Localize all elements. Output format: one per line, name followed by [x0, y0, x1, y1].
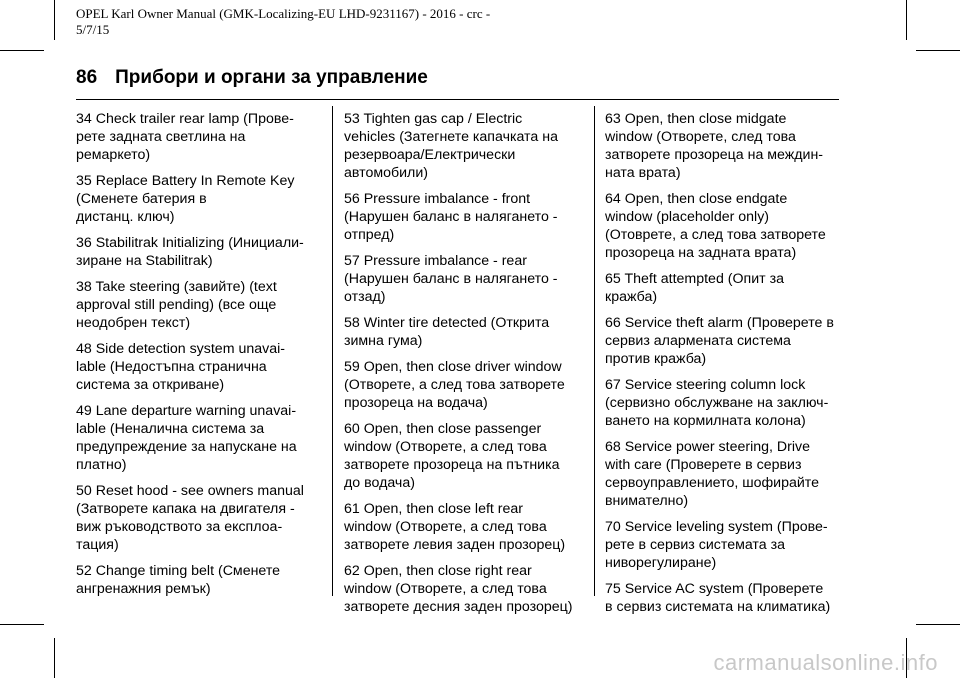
message-entry: 75 Service AC system (Проверете в сервиз системата на климатика) [605, 581, 831, 615]
column-divider [332, 106, 333, 596]
heading-rule [76, 99, 839, 100]
message-entry: 62 Open, then close right rear window (Отворете, а след това затворете десния заден прозорец) [344, 563, 573, 615]
message-entry: 59 Open, then close driver window (Отворете, а след това затворете прозореца на водача) [344, 359, 565, 411]
message-entry: 60 Open, then close passenger window (Отворете, а след това затворете прозореца на пътника до водача) [344, 421, 560, 491]
message-entry: 48 Side detection system unavai- lable (Недостъпна странична система за откриване) [76, 341, 285, 393]
message-entry: 66 Service theft alarm (Проверете в сервиз алармената система против кражба) [605, 315, 834, 367]
text-column-1 [76, 110, 326, 606]
text-column-3 [605, 110, 845, 624]
meta-line-2: 5/7/15 [76, 22, 110, 37]
message-entry: 35 Replace Battery In Remote Key (Сменете батерия в дистанц. ключ) [76, 173, 295, 225]
message-entry: 34 Check trailer rear lamp (Прове- рете задната светлина на ремаркето) [76, 111, 294, 163]
message-entry: 70 Service leveling system (Прове- рете в сервиз системата за ниворегулиране) [605, 519, 828, 571]
meta-line-1: OPEL Karl Owner Manual (GMK-Localizing-EU LHD-9231167) - 2016 - crc - [76, 6, 491, 21]
section-title: Прибори и органи за управление [115, 67, 428, 88]
message-entry: 38 Take steering (завийте) (text approval still pending) (все още неодобрен текст) [76, 279, 277, 331]
message-entry: 56 Pressure imbalance - front (Нарушен баланс в налягането - отпред) [344, 191, 558, 243]
crop-mark [906, 0, 907, 40]
page-heading [76, 66, 428, 90]
message-entry: 64 Open, then close endgate window (placeholder only) (Отоврете, а след това затворете прозореца на задната врата) [605, 191, 826, 261]
message-entry: 58 Winter tire detected (Открита зимна гума) [344, 315, 550, 349]
message-entry: 65 Theft attempted (Опит за кражба) [605, 271, 784, 305]
message-entry: 57 Pressure imbalance - rear (Нарушен баланс в налягането - отзад) [344, 253, 558, 305]
crop-mark [0, 50, 44, 51]
message-entry: 67 Service steering column lock (сервизно обслужване на заключ- ването на кормилната колона) [605, 377, 829, 429]
crop-mark [916, 50, 960, 51]
crop-mark [0, 624, 44, 625]
column-divider [594, 106, 595, 596]
watermark: carmanualsonline.info [713, 650, 938, 675]
page-number: 86 [76, 67, 98, 88]
document-meta [76, 6, 836, 38]
message-entry: 50 Reset hood - see owners manual (Затворете капака на двигателя - виж ръководството за експлоа- тация) [76, 483, 304, 553]
message-entry: 61 Open, then close left rear window (Отворете, а след това затворете левия заден прозорец) [344, 501, 566, 553]
message-entry: 49 Lane departure warning unavai- lable (Неналична система за предупреждение за напускане на платно) [76, 403, 297, 473]
text-column-2 [344, 110, 590, 624]
message-entry: 63 Open, then close midgate window (Отворете, след това затворете прозореца на междин- ната врата) [605, 111, 824, 181]
crop-mark [54, 638, 55, 678]
message-entry: 52 Change timing belt (Сменете ангренажния ремък) [76, 563, 281, 597]
message-entry: 68 Service power steering, Drive with care (Проверете в сервиз сервоуправлението, шофирайте внимателно) [605, 439, 820, 509]
crop-mark [54, 0, 55, 40]
message-entry: 53 Tighten gas cap / Electric vehicles (Затегнете капачката на резервоара/Електрически автомобили) [344, 111, 558, 181]
crop-mark [916, 624, 960, 625]
message-entry: 36 Stabilitrak Initializing (Инициали- зиране на Stabilitrak) [76, 235, 304, 269]
